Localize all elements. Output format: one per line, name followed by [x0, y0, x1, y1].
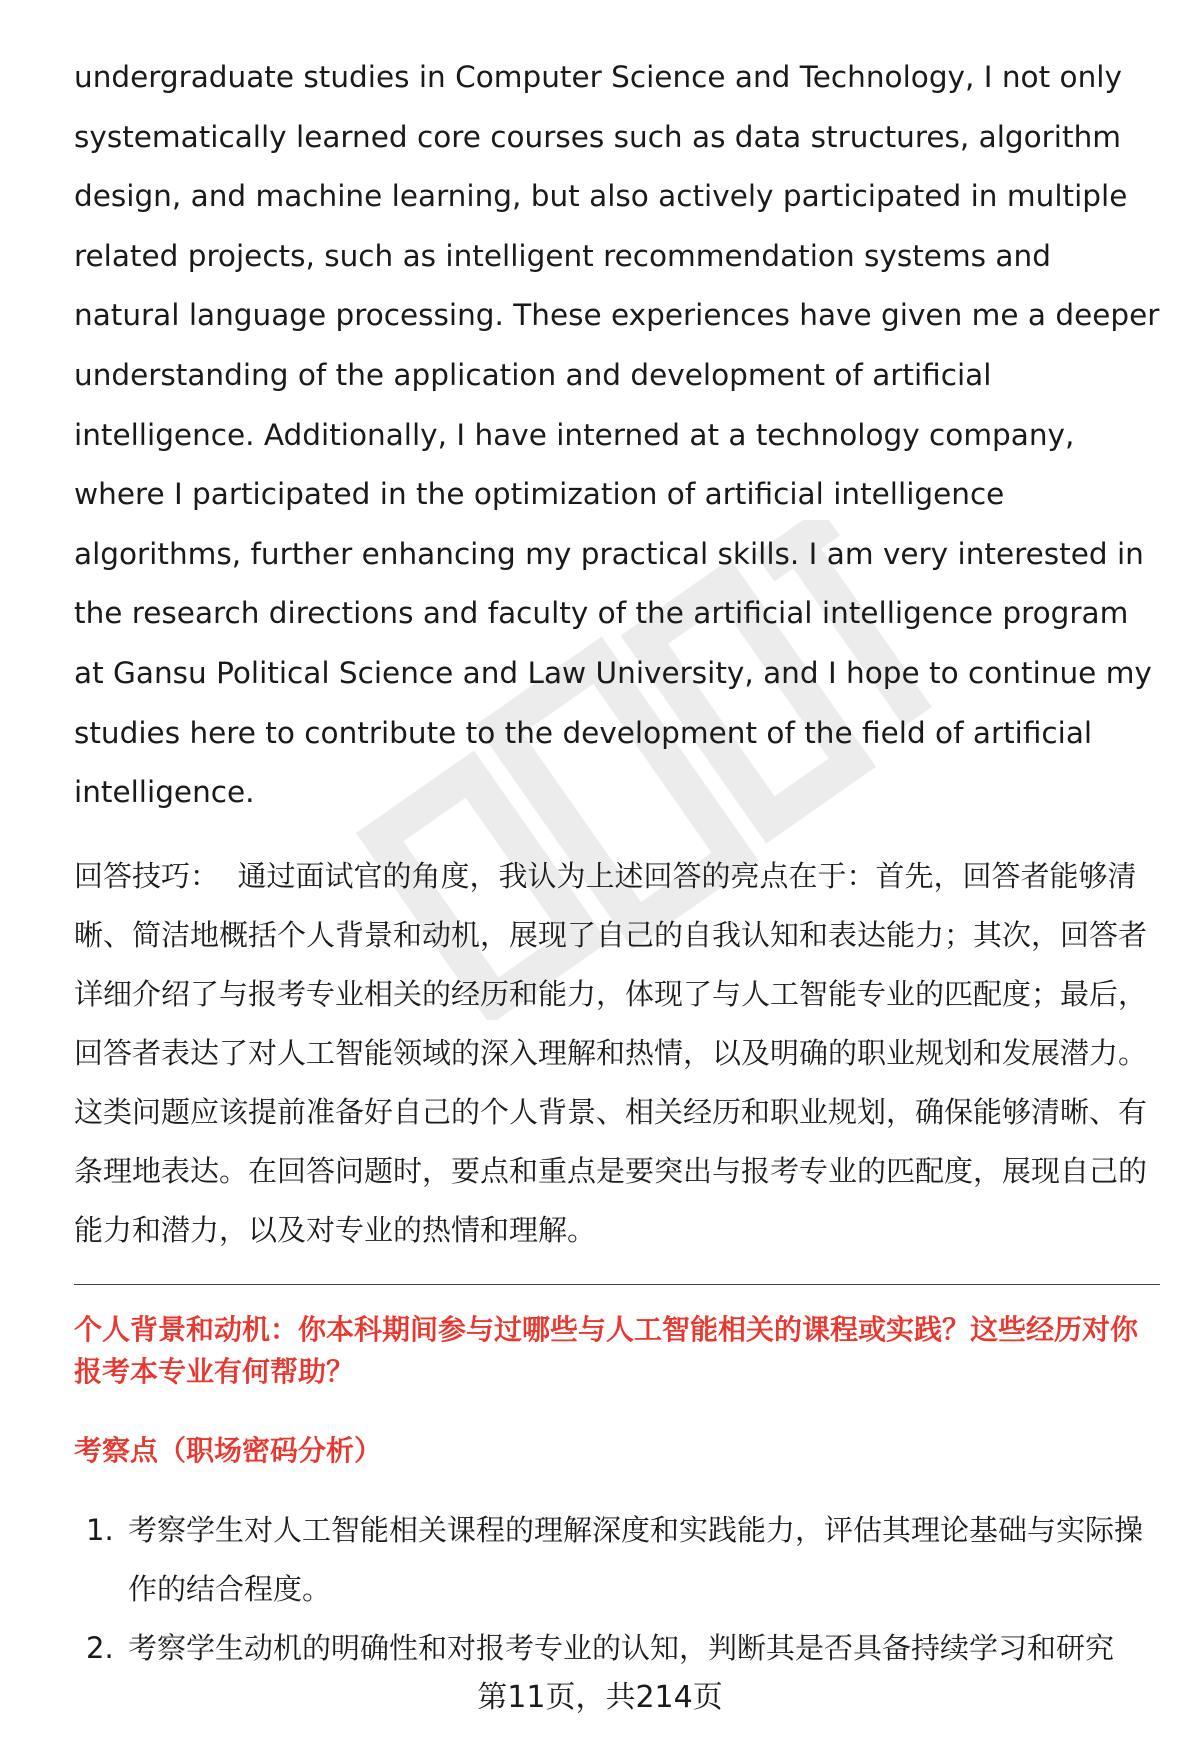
tips-label: 回答技巧：: [74, 858, 220, 893]
answer-paragraph: undergraduate studies in Computer Science and Technology, I not only systematically learned core courses such as data structures, algorithm design, and machine learning, but also actively participated in multiple related projects, such as intelligent recommendation systems and natural language processing. These experiences have given me a deeper understanding of the application and development of artificial intelligence. Additionally, I have interned at a technology company, where I participated in the optimization of artificial intelligence algorithms, further enhancing my practical skills. I am very interested in the research directions and faculty of the artificial intelligence program at Gansu Political Science and Law University, and I hope to continue my studies here to contribute to the development of the field of artificial intelligence.: [74, 60, 1160, 810]
list-item: [74, 1501, 1160, 1619]
assessment-subheading: 考察点（职场密码分析）: [74, 1433, 383, 1467]
assessment-points-list: [74, 1501, 1160, 1678]
list-item: [74, 1619, 1160, 1678]
answer-tips: [74, 847, 1160, 1260]
tips-text: 通过面试官的角度，我认为上述回答的亮点在于：首先，回答者能够清晰、简洁地概括个人背景和动机，展现了自己的自我认知和表达能力；其次，回答者详细介绍了与报考专业相关的经历和能力，体现了与人工智能专业的匹配度；最后，回答者表达了对人工智能领域的深入理解和热情，以及明确的职业规划和发展潜力。这类问题应该提前准备好自己的个人背景、相关经历和职业规划，确保能够清晰、有条理地表达。在回答问题时，要点和重点是要突出与报考专业的匹配度，展现自己的能力和潜力，以及对专业的热情和理解。: [74, 858, 1148, 1247]
content-area: [74, 48, 1160, 1678]
list-item-number: 2.: [86, 1630, 114, 1665]
list-item-text: 考察学生对人工智能相关课程的理解深度和实践能力，评估其理论基础与实际操作的结合程度。: [128, 1512, 1144, 1606]
section-divider: [74, 1284, 1160, 1285]
page-number-footer: 第11页，共214页: [477, 1680, 723, 1715]
tips-gap: [219, 859, 237, 893]
list-item-text: 考察学生动机的明确性和对报考专业的认知，判断其是否具备持续学习和研究: [128, 1630, 1115, 1665]
question-heading: 个人背景和动机：你本科期间参与过哪些与人工智能相关的课程或实践？这些经历对你报考本专业有何帮助？: [74, 1312, 1139, 1388]
list-item-number: 1.: [86, 1512, 114, 1547]
